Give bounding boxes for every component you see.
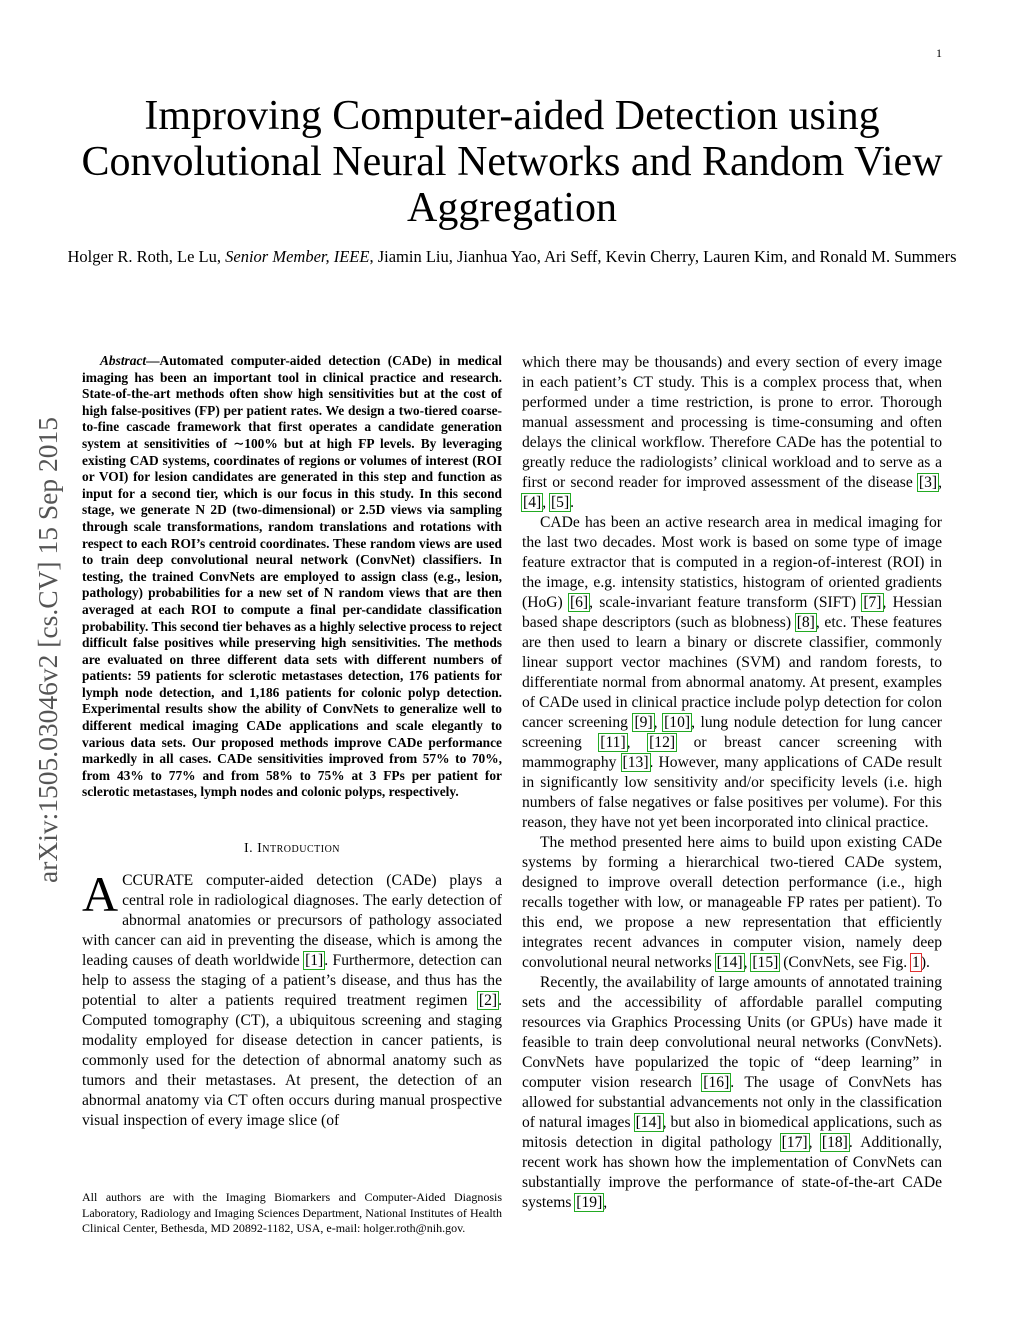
separator: ,	[808, 1134, 821, 1151]
author-list	[60, 246, 964, 267]
abstract-text: —Automated computer-aided detection (CADe) in medical imaging has been an important tool in clinical practice and research. State-of-the-art methods often show high sensitivities but at the cost of high false-positives (FP) per patient rates. We design a two-tiered coarse-to-fine cascade framework that first operates a candidate generation system at sensitivities of ∼100% but at high FP levels. By leveraging existing CAD systems, coordinates of regions or volumes of interest (ROI or VOI) for lesion candidates are generated in this step and function as input for a second tier, which is our focus in this study. In this second stage, we generate N 2D (two-dimensional) or 2.5D views via sampling through scale transformations, random translations and rotations with respect to each ROI’s centroid coordinates. These random views are used to train deep convolutional neural network (ConvNet) classifiers. In testing, the trained ConvNets are employed to assign class (e.g., lesion, pathology) probabilities for a new set of N random views that are then averaged at each ROI to compute a final per-candidate classification probability. This second tier behaves as a highly selective process to reject difficult false positives while preserving high sensitivities. The methods are evaluated on three different data sets with different numbers of patients: 59 patients for sclerotic metastases detection, 176 patients for lymph node detection, and 1,186 patients for colonic polyp detection. Experimental results show the ability of ConvNets to generalize well to different medical imaging CADe applications and scale elegantly to various data sets. Our proposed methods improve CADe performance markedly in all cases. CADe sensitivities improved from 57% to 70%, from 43% to 77% and from 58% to 75% at 3 FPs per patient for sclerotic metastases, lymph nodes and colonic polyps, respectively.	[82, 353, 502, 800]
text-run: , etc. These features are then used to learn a binary or discrete classifier, commonly linear support vector machines (SVM) and random forests, to differentiate normal from abnormal anatomy. At present, examples of CADe used in clinical practice include polyp detection for colon cancer screening	[522, 614, 943, 731]
text-run: , lung nodule detection for lung cancer screening	[522, 714, 942, 751]
section-number: I.	[243, 841, 258, 857]
text-run: , scale-invariant feature transform (SIFT)	[589, 594, 863, 611]
section-title: Introduction	[257, 841, 341, 857]
separator: ,	[938, 474, 942, 491]
citation-link[interactable]: [10]	[664, 714, 691, 731]
citation-link[interactable]: [9]	[634, 714, 653, 731]
text-run: , but also in biomedical applications, such as mitosis detection in digital pathology	[522, 1114, 943, 1151]
text-run: . However, many applications of CADe result in significantly low sensitivity and/or specificity levels (i.e. high numbers of false negatives or false positives per volume). For this reason, they have not yet been incorporated into clinical practice.	[522, 754, 943, 831]
authors-role: Senior Member, IEEE	[225, 247, 370, 266]
citation-link[interactable]: [6]	[569, 594, 589, 611]
citation-link[interactable]: [13]	[622, 754, 649, 771]
separator: ,	[653, 714, 664, 731]
text-run: The method presented here aims to build upon existing CADe systems by forming a hierarchical two-tiered CADe system, designed to improve overall detection performance (i.e., high recalls together with low, or manageable FP rates per patient). To this end, we propose a new representation that efficiently integrates recent advances in computer vision, namely deep convolutional neural networks	[522, 834, 942, 971]
text-run: CADe has been an active research area in medical imaging for the last two decades. Most work is based on some type of image feature extractor that is computed in a region-of-interest (ROI) in the image, e.g. intensity statistics, histogram of oriented gradients (HoG)	[522, 514, 942, 611]
paragraph-cade-history	[522, 513, 942, 833]
paper-title: Improving Computer-aided Detection using Convolutional Neural Networks and Random View Aggregation	[81, 93, 943, 231]
authors-names-a: Holger R. Roth, Le Lu,	[67, 247, 226, 266]
intro-paragraph-1	[82, 866, 502, 1131]
citation-link[interactable]: [4]	[523, 494, 542, 511]
paragraph-continued	[522, 353, 942, 513]
right-column	[522, 353, 942, 1213]
separator: ,	[542, 494, 550, 511]
citation-link[interactable]: [11]	[600, 734, 626, 751]
text-run: or breast cancer screening with mammography	[522, 734, 942, 771]
arxiv-stamp: arXiv:1505.03046v2 [cs.CV] 15 Sep 2015	[32, 417, 63, 883]
text-run: . Computed tomography (CT), a ubiquitous screening and staging modality employed for disease detection in cancer patients, is commonly used for the detection of abnormal anatomy such as tumors and their metastases. At present, the detection of an abnormal anatomy via CT often occurs during manual prospective visual inspection of every image slice (of	[82, 992, 502, 1130]
authors-names-b: , Jiamin Liu, Jianhua Yao, Ari Seff, Kevin Cherry, Lauren Kim, and Ronald M. Summers	[369, 247, 957, 266]
citation-link[interactable]: [12]	[649, 734, 676, 751]
page-number: 1	[936, 46, 942, 60]
citation-link[interactable]: [7]	[863, 594, 882, 611]
citation-link[interactable]: [2]	[478, 992, 498, 1010]
abstract	[82, 353, 502, 801]
text-run: Recently, the availability of large amounts of annotated training sets and the accessibility of affordable parallel computing resources via Graphics Processing Units (or GPUs) have made it feasible to train deep convolutional neural networks (ConvNets). ConvNets have popularized the topic of “deep learning” in computer vision research	[522, 974, 942, 1091]
citation-link[interactable]: [14]	[716, 954, 743, 971]
separator: ,	[626, 734, 649, 751]
separator: ,	[743, 954, 752, 971]
affiliation-footnote: All authors are with the Imaging Biomarkers and Computer-Aided Diagnosis Laboratory, Radiology and Imaging Sciences Department, National Institutes of Health Clinical Center, Bethesda, MD 20892-1182, USA, e-mail: holger.roth@nih.gov.	[82, 1190, 502, 1235]
paragraph-method	[522, 833, 942, 973]
text-run: computer-aided detection (CADe) plays a central role in radiological diagnoses. The early detection of abnormal anatomies or precursors of pathology associated with cancer can aid in preventing the disease, which is among the leading causes of death worldwide	[82, 872, 502, 970]
figure-link[interactable]: 1	[912, 954, 920, 971]
citation-link[interactable]: [18]	[821, 1134, 848, 1151]
citation-link[interactable]: [16]	[703, 1074, 730, 1091]
text-run: . Additionally, recent work has shown how the implementation of ConvNets can substantially improve the performance of state-of-the-art CADe systems	[522, 1134, 943, 1211]
section-heading-introduction	[82, 841, 502, 857]
citation-link[interactable]: [14]	[635, 1114, 662, 1131]
punctuation: ).	[920, 954, 930, 971]
drop-cap: A	[82, 866, 119, 923]
lead-word: CCURATE	[122, 872, 194, 890]
citation-link[interactable]: [15]	[752, 954, 779, 971]
punctuation: .	[570, 494, 575, 511]
citation-link[interactable]: [1]	[305, 952, 324, 970]
text-run: (ConvNets, see Fig.	[779, 954, 912, 971]
text-run: . The usage of ConvNets has allowed for substantial advancements not only in the classification of natural images	[522, 1074, 942, 1131]
left-column	[82, 353, 502, 1131]
citation-link[interactable]: [5]	[550, 494, 570, 511]
text-run: , Hessian based shape descriptors (such as blobness)	[522, 594, 942, 631]
abstract-label: Abstract	[100, 353, 147, 368]
punctuation: ,	[603, 1194, 608, 1211]
citation-link[interactable]: [8]	[796, 614, 815, 631]
citation-link[interactable]: [19]	[576, 1194, 603, 1211]
citation-link[interactable]: [3]	[918, 474, 938, 491]
text-run: . Furthermore, detection can help to assess the staging of a patient’s disease, and thus has the potential to alter a patients required treatment regimen	[82, 952, 502, 1010]
citation-link[interactable]: [17]	[781, 1134, 808, 1151]
text-run: which there may be thousands) and every section of every image in each patient’s CT study. This is a complex process that, when performed under a time restriction, is prone to error. Thorough manual assessment and processing is time-consuming and often delays the clinical workflow. Therefore CADe has the potential to greatly reduce the radiologists’ clinical workload and to serve as a first or second reader for improved assessment of the disease	[522, 354, 942, 491]
paragraph-convnets	[522, 973, 942, 1213]
